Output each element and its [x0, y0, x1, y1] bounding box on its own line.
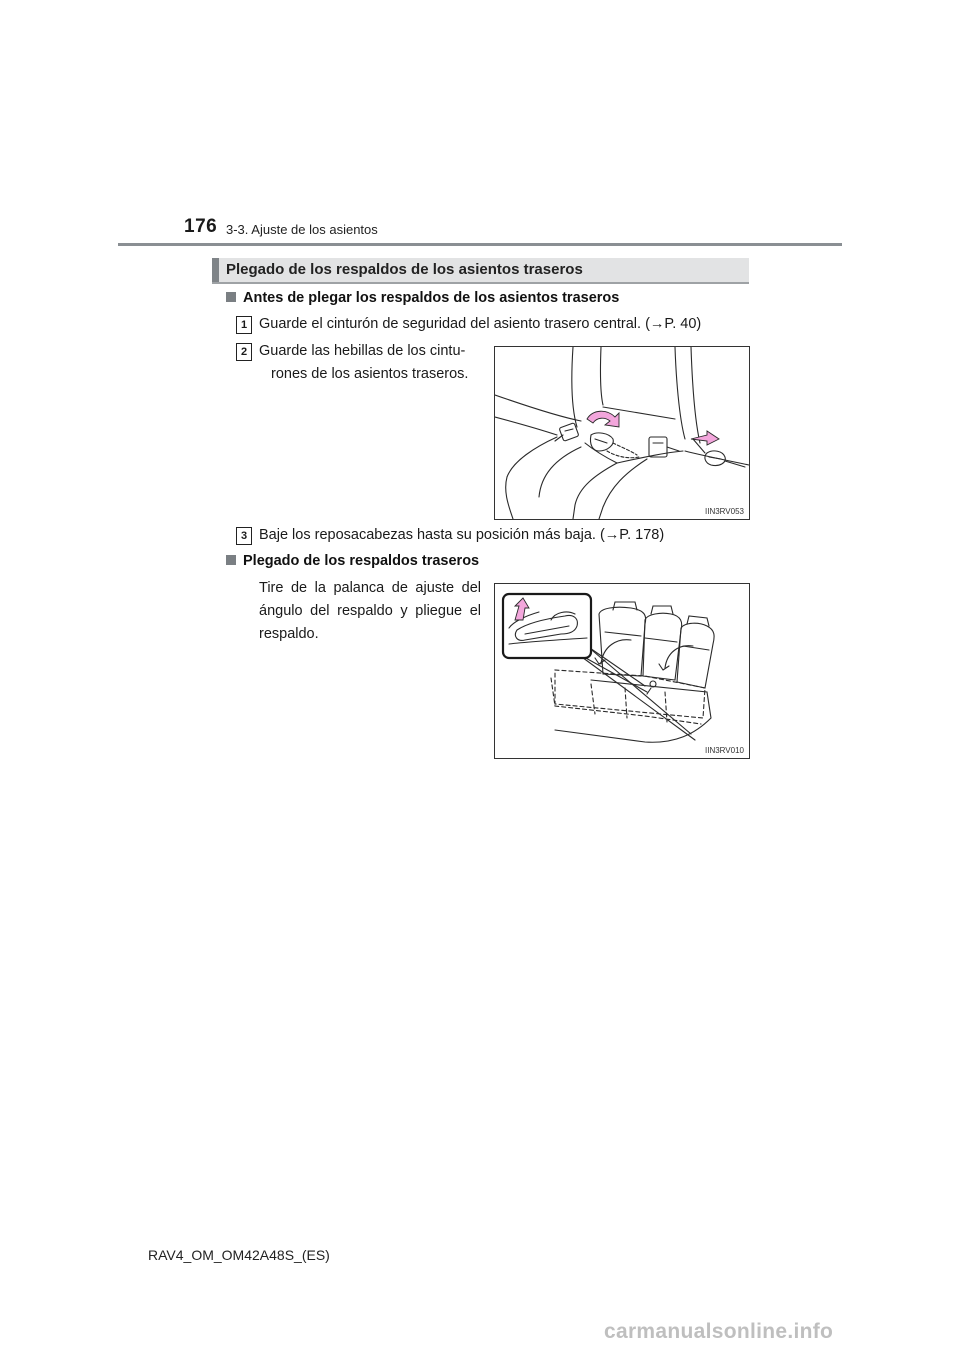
- section-title-bar: [212, 258, 749, 284]
- step-2-line-1: Guarde las hebillas de los cintu-: [259, 343, 466, 359]
- square-bullet-icon: [226, 555, 236, 565]
- subsection-heading-folding: [226, 553, 479, 569]
- step-3-text: Baje los reposacabezas hasta su posición más baja. (→P. 178): [259, 527, 665, 543]
- subsection-heading-before-folding: [226, 290, 619, 306]
- folding-line-2: ángulo del respaldo y pliegue el: [259, 603, 481, 619]
- step-badge-2: 2: [236, 343, 252, 361]
- folding-line-1: Tire de la palanca de ajuste del: [259, 580, 481, 596]
- step-1-text: Guarde el cinturón de seguridad del asiento trasero central. (→P. 40): [259, 316, 702, 332]
- seat-buckles-illustration: [495, 347, 749, 519]
- manual-code: RAV4_OM_OM42A48S_(ES): [148, 1247, 330, 1263]
- watermark-text: carmanualsonline.info: [604, 1320, 834, 1343]
- folding-seatbacks-illustration: [495, 584, 749, 758]
- section-header: 3-3. Ajuste de los asientos: [226, 222, 378, 237]
- step-2-line-2: rones de los asientos traseros.: [271, 366, 469, 382]
- step-badge-1: 1: [236, 316, 252, 334]
- square-bullet-icon: [226, 292, 236, 302]
- folding-instructions: [259, 577, 481, 646]
- header-rule: [118, 243, 842, 246]
- figure-code-2: IIN3RV010: [705, 746, 744, 755]
- subsection-heading-text: Plegado de los respaldos traseros: [243, 553, 480, 569]
- title-accent-bar: [212, 258, 219, 282]
- page-number: 176: [184, 216, 218, 237]
- figure-code-1: IIN3RV053: [705, 507, 744, 516]
- figure-folding-seatbacks: [494, 583, 750, 759]
- step-badge-3: 3: [236, 527, 252, 545]
- step-2-text: [259, 340, 481, 386]
- figure-seat-buckles: [494, 346, 750, 520]
- section-title: Plegado de los respaldos de los asientos traseros: [226, 261, 583, 278]
- folding-line-3: respaldo.: [259, 626, 319, 642]
- subsection-heading-text: Antes de plegar los respaldos de los asientos traseros: [243, 290, 620, 306]
